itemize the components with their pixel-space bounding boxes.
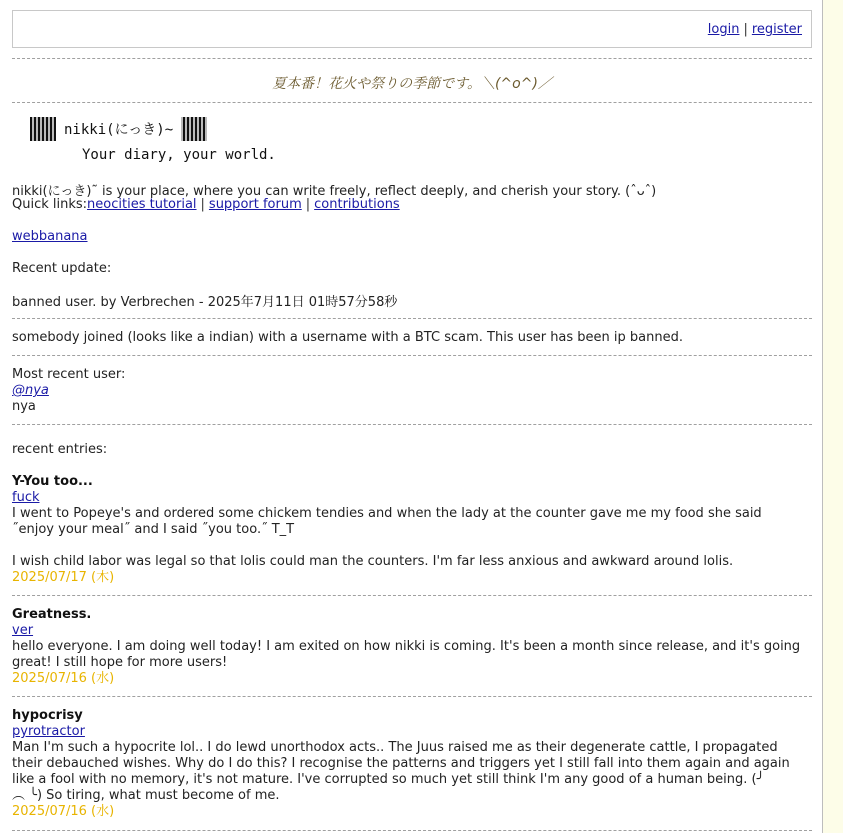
entry-body-line: I went to Popeye's and ordered some chickem tendies and when the lady at the counter gave me my food she said [12,506,762,521]
divider [12,696,812,697]
most-recent-user-label: Most recent user: [12,367,126,382]
divider [12,424,812,425]
register-link[interactable]: register [751,22,802,37]
entry-body-line: their debauched wishes. Why do I do this? I recognise the patterns and triggers yet I still fall into them again and again [12,756,790,771]
recent-update-body: somebody joined (looks like a indian) with a username with a BTC scam. This user has been ip banned. [12,330,683,345]
link-separator: | [200,197,205,212]
entry-date: 2025/07/16 (水) [12,671,115,686]
logo-title: nikki(にっき)~ [64,122,174,138]
webbanana-item [12,229,88,244]
entry-date: 2025/07/17 (木) [12,570,115,585]
site-logo [30,117,207,141]
quick-links-label: Quick links: [12,197,88,212]
most-recent-user-name: nya [12,399,36,414]
entry-body-line: ˝enjoy your meal˝ and I said ˝you too.˝ T_T [12,522,295,537]
site-tagline: Your diary, your world. [82,147,276,163]
recent-entries-label: recent entries: [12,442,108,457]
entry-title: hypocrisy [12,708,83,723]
entry-author-link[interactable]: pyrotractor [12,724,85,739]
divider [12,318,812,319]
entry [12,474,812,586]
entry-body-line: Man I'm such a hypocrite lol.. I do lewd unorthodox acts.. The Juus raised me as their degenerate cattle, I propagated [12,740,778,755]
entry-title: Greatness. [12,607,92,622]
divider [12,58,812,59]
entry [12,607,812,687]
divider [12,102,812,103]
pixel-deco-icon [181,117,207,141]
entry-author-link[interactable]: fuck [12,490,40,505]
webbanana-link[interactable]: webbanana [12,229,88,244]
most-recent-user-handle [12,383,49,398]
divider [12,355,812,356]
support-forum-link[interactable]: support forum [208,197,302,212]
entry-body-line: great! I still hope for more users! [12,655,228,670]
entry-author-link[interactable]: ver [12,623,34,638]
divider [12,595,812,596]
quick-links [12,197,400,212]
login-link[interactable]: login [707,22,740,37]
top-nav-box [12,10,812,48]
entry-body-line: hello everyone. I am doing well today! I am exited on how nikki is coming. It's been a month since release, and it's going [12,639,801,654]
neocities-tutorial-link[interactable]: neocities tutorial [87,197,197,212]
user-handle-link[interactable]: @nya [12,383,49,398]
divider [12,830,812,831]
recent-update-label: Recent update: [12,261,112,276]
entry-title: Y-You too... [12,474,93,489]
entry-body-line [12,538,812,554]
intro-text: nikki(にっき)˜ is your place, where you can write freely, reflect deeply, and cherish your story. (ˆᴗˆ) [12,184,657,199]
contributions-link[interactable]: contributions [314,197,400,212]
entry-body-line: ︵ ╰) So tiring, what must become of me. [12,788,280,803]
entry-body-line: like a fool with no memory, it's not mature. I've corrupted so much yet still think I'm any good of a human being. (╯ [12,772,765,787]
pixel-deco-icon [30,117,56,141]
recent-update-headline: banned user. by Verbrechen - 2025年7月11日 01時57分58秒 [12,295,398,310]
entry-date: 2025/07/16 (水) [12,804,115,819]
entry [12,708,812,820]
auth-links [708,22,802,37]
nav-separator: | [743,22,748,37]
entry-body-line: I wish child labor was legal so that lolis could man the counters. I'm far less anxious and awkward around lolis. [12,554,734,569]
seasonal-banner: 夏本番！花火や祭りの季節です。＼(^o^)／ [272,76,552,92]
link-separator: | [305,197,311,212]
